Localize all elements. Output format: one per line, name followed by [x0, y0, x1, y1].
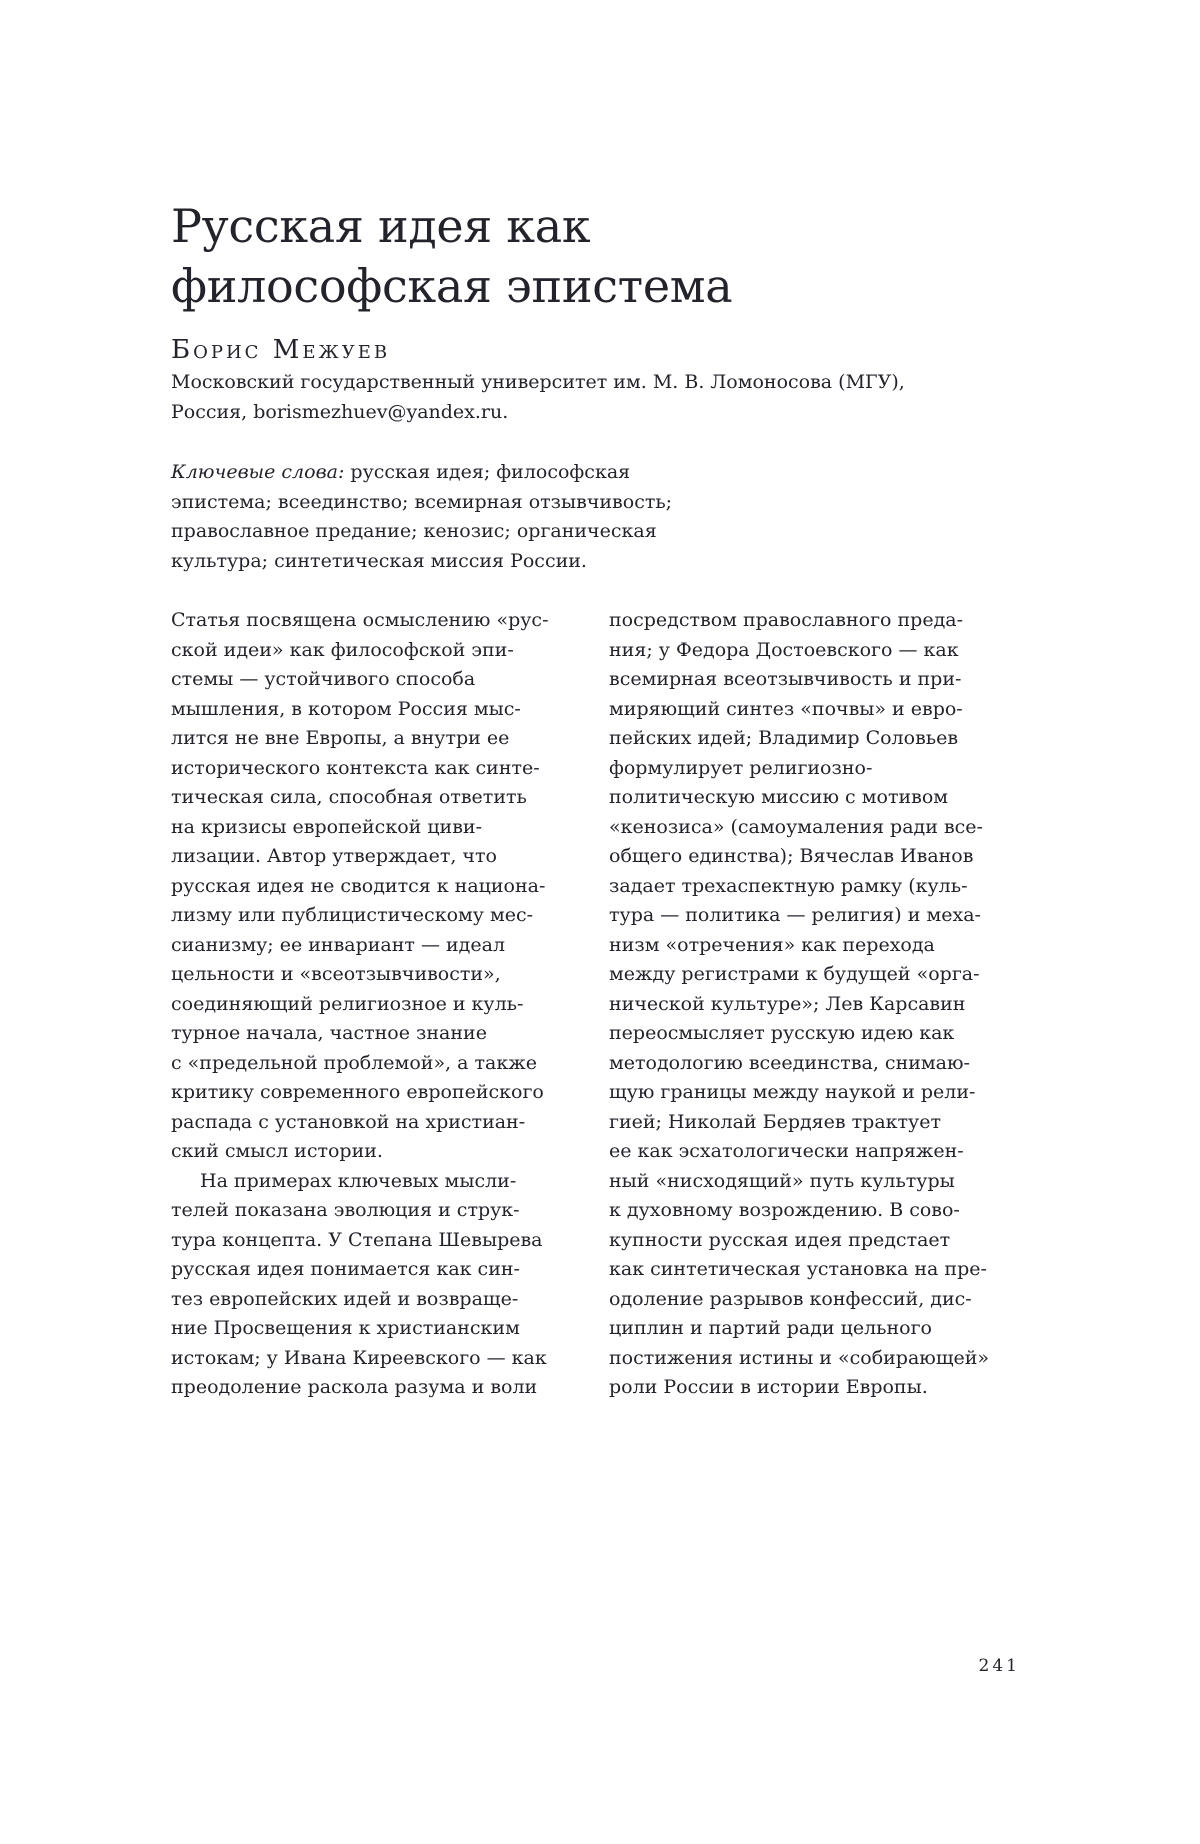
abstract-line: мышления, в котором Россия мыс-	[171, 697, 521, 720]
abstract-line: как синтетическая установка на пре-	[609, 1258, 987, 1280]
abstract-line: тура концепта. У Степана Шевырева	[171, 1228, 543, 1251]
abstract-line: циплин и партий ради цельного	[609, 1317, 932, 1339]
abstract-line: постижения истины и «собирающей»	[609, 1346, 990, 1369]
abstract-line: тура — политика — религия) и меха-	[609, 904, 981, 926]
abstract-line: формулирует религиозно-	[609, 756, 873, 779]
abstract-line: лизации. Автор утверждает, что	[171, 845, 497, 867]
abstract-line: распада с установкой на христиан-	[171, 1110, 526, 1133]
abstract-line: нической культуре»; Лев Карсавин	[609, 992, 966, 1015]
abstract-line: русская идея понимается как син-	[171, 1258, 520, 1280]
abstract-line: На примерах ключевых мысли-	[200, 1169, 517, 1192]
abstract-line: тез европейских идей и возвраще-	[171, 1287, 519, 1310]
abstract-line: ее как эсхатологически напряжен-	[609, 1140, 964, 1162]
abstract-line: пейских идей; Владимир Соловьев	[609, 727, 959, 749]
abstract-line: с «предельной проблемой», а также	[171, 1051, 537, 1074]
abstract-line: миряющий синтез «почвы» и евро-	[609, 697, 963, 720]
abstract-line: стемы — устойчивого способа	[171, 668, 476, 690]
abstract-line: посредством православного преда-	[609, 609, 964, 631]
abstract-line: переосмысляет русскую идею как	[609, 1022, 955, 1044]
abstract-line: ние Просвещения к христианским	[171, 1317, 520, 1339]
abstract-line: методологию всеединства, снимаю-	[609, 1051, 970, 1074]
abstract-line: между регистрами к будущей «орга-	[609, 963, 980, 985]
author-block	[171, 333, 1051, 427]
abstract-line: русская идея не сводится к национа-	[171, 874, 546, 897]
abstract-line: критику современного европейского	[171, 1081, 544, 1103]
abstract-line: на кризисы европейской циви-	[171, 815, 482, 838]
abstract-line: цельности и «всеотзывчивости»,	[171, 963, 501, 985]
abstract-line: купности русская идея предстает	[609, 1228, 951, 1251]
abstract-line: низм «отречения» как перехода	[609, 933, 935, 956]
keywords	[171, 458, 731, 576]
abstract-line: сианизму; ее инвариант — идеал	[171, 933, 506, 956]
article-title-line: Русская идея как	[171, 199, 591, 253]
abstract-line: Статья посвящена осмыслению «рус-	[171, 609, 549, 631]
abstract-line: телей показана эволюция и струк-	[171, 1199, 520, 1221]
abstract-line: ный «нисходящий» путь культуры	[609, 1169, 955, 1192]
article-title-line: философская эпистема	[171, 259, 733, 313]
abstract-line: задает трехаспектную рамку (куль-	[609, 874, 968, 897]
abstract-line: лится не вне Европы, а внутри ее	[171, 727, 510, 749]
abstract-line: всемирная всеотзывчивость и при-	[609, 668, 962, 690]
abstract-line: одоление разрывов конфессий, дис-	[609, 1287, 972, 1310]
abstract-line: «кенозиса» (самоумаления ради все-	[609, 815, 983, 838]
abstract-line: ния; у Федора Достоевского — как	[609, 638, 959, 661]
abstract-line: роли России в истории Европы.	[609, 1376, 928, 1398]
abstract-line: истокам; у Ивана Киреевского — как	[171, 1346, 547, 1369]
abstract-line: ской идеи» как философской эпи-	[171, 638, 514, 661]
abstract-line: политическую миссию с мотивом	[609, 786, 949, 808]
abstract-line: общего единства); Вячеслав Иванов	[609, 845, 974, 867]
abstract-line: щую границы между наукой и рели-	[609, 1081, 976, 1103]
abstract-line: к духовному возрождению. В сово-	[609, 1199, 960, 1221]
abstract-right-column	[609, 606, 1007, 1403]
page-number: 241	[978, 1656, 1020, 1676]
abstract-line: соединяющий религиозное и куль-	[171, 992, 524, 1015]
keywords-label: Ключевые слова:	[171, 461, 345, 483]
abstract-line: тическая сила, способная ответить	[171, 786, 527, 808]
author-affiliation: Московский государственный университет им. М. В. Ломоносова (МГУ), Россия, borismezhuev@yandex.ru.	[171, 371, 905, 423]
abstract-line: исторического контекста как синте-	[171, 756, 540, 779]
keywords-text: русская идея; философская эпистема; всеединство; всемирная отзывчивость; православное предание; кенозис; органическая культура; синтетическая миссия России.	[171, 461, 673, 572]
abstract-line: гией; Николай Бердяев трактует	[609, 1110, 941, 1133]
abstract-line: ский смысл истории.	[171, 1140, 383, 1162]
abstract-line: преодоление раскола разума и воли	[171, 1376, 538, 1398]
abstract-line: лизму или публицистическому мес-	[171, 904, 534, 926]
abstract-line: турное начала, частное знание	[171, 1022, 487, 1044]
author-name: Борис Межуев	[171, 335, 391, 365]
article-title	[171, 196, 1051, 316]
abstract-left-column	[171, 606, 569, 1403]
